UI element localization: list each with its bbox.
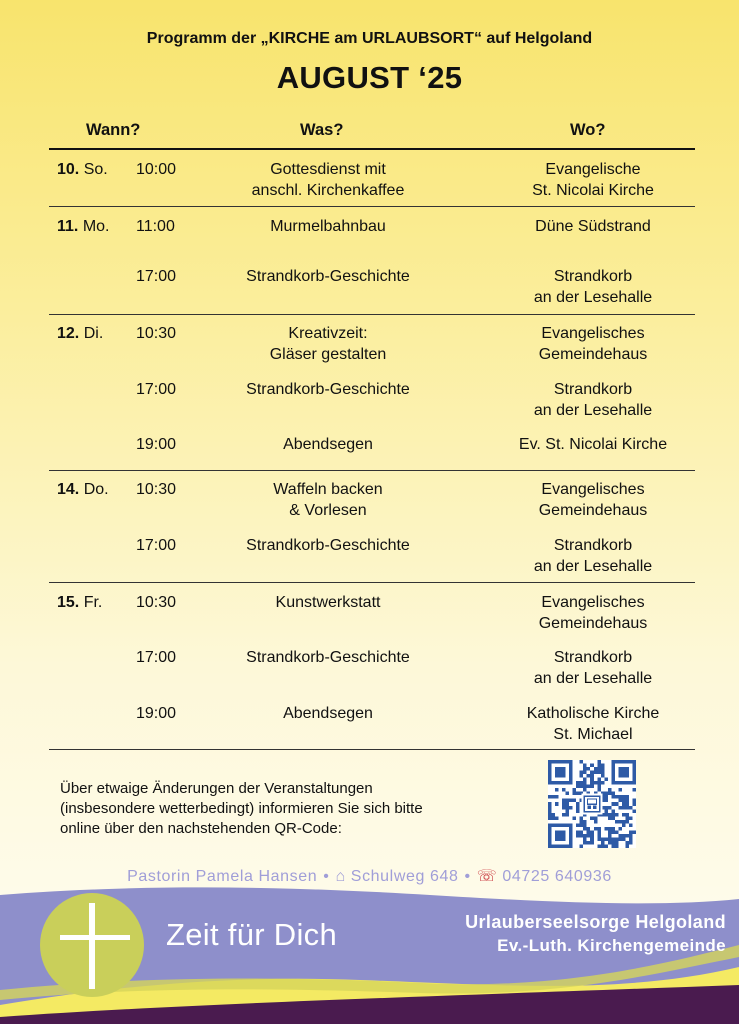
column-header-where: Wo? — [570, 121, 606, 139]
table-bottom-rule — [49, 749, 695, 750]
event-where: Strandkorb an der Lesehalle — [533, 537, 653, 575]
organization-subtitle: Ev.-Luth. Kirchengemeinde — [497, 936, 726, 955]
event-what: Murmelbahnbau — [270, 218, 386, 235]
day-divider — [49, 206, 695, 207]
event-time: 10:30 — [136, 481, 177, 498]
event-time: 17:00 — [136, 268, 177, 285]
event-time: 11:00 — [136, 218, 175, 235]
separator-dot: • — [323, 868, 330, 885]
phone-number[interactable]: 04725 640936 — [502, 868, 612, 885]
qr-code[interactable] — [548, 760, 636, 848]
pastor-name: Pastorin Pamela Hansen — [127, 868, 318, 885]
event-day: 15. Fr. — [57, 594, 103, 611]
separator-dot: • — [464, 868, 471, 885]
header-rule — [49, 148, 695, 150]
event-where: Strandkorb an der Lesehalle — [533, 649, 653, 687]
event-what: Waffeln backen & Vorlesen — [273, 481, 383, 519]
day-divider — [49, 582, 695, 583]
slogan: Zeit für Dich — [166, 917, 337, 952]
column-header-when: Wann? — [86, 121, 141, 139]
column-header-what: Was? — [300, 121, 344, 139]
event-what: Abendsegen — [283, 705, 373, 722]
house-icon: ⌂ — [335, 868, 346, 885]
day-divider — [49, 314, 695, 315]
event-what: Strandkorb-Geschichte — [246, 537, 410, 554]
event-where: Evangelisches Gemeindehaus — [538, 481, 648, 519]
event-time: 19:00 — [136, 436, 177, 453]
event-day: 10. So. — [57, 161, 108, 178]
page-title: AUGUST ‘25 — [276, 60, 463, 95]
event-time: 17:00 — [136, 381, 177, 398]
event-where: Ev. St. Nicolai Kirche — [518, 436, 668, 453]
event-what: Strandkorb-Geschichte — [246, 649, 410, 666]
event-where: Evangelisches Gemeindehaus — [538, 325, 648, 363]
event-what: Abendsegen — [283, 436, 373, 453]
event-time: 10:30 — [136, 325, 177, 342]
event-what: Gottesdienst mit anschl. Kirchenkaffee — [251, 161, 405, 199]
event-time: 10:30 — [136, 594, 177, 611]
event-day: 11. Mo. — [57, 218, 110, 235]
event-time: 17:00 — [136, 649, 177, 666]
organization-name: Urlauberseelsorge Helgoland — [465, 912, 726, 932]
program-subtitle: Programm der „KIRCHE am URLAUBSORT“ auf Helgoland — [146, 30, 593, 47]
event-time: 19:00 — [136, 705, 177, 722]
event-day: 14. Do. — [57, 481, 109, 498]
address: Schulweg 648 — [350, 868, 459, 885]
event-day: 12. Di. — [57, 325, 104, 342]
event-where: Strandkorb an der Lesehalle — [533, 381, 653, 419]
contact-line — [0, 866, 739, 886]
event-where: Evangelische St. Nicolai Kirche — [532, 161, 654, 199]
event-where: Evangelisches Gemeindehaus — [538, 594, 648, 632]
event-where: Düne Südstrand — [535, 218, 651, 235]
event-what: Strandkorb-Geschichte — [246, 381, 410, 398]
event-time: 17:00 — [136, 537, 177, 554]
event-time: 10:00 — [136, 161, 177, 178]
day-divider — [49, 470, 695, 471]
event-where: Strandkorb an der Lesehalle — [533, 268, 653, 306]
event-what: Kreativzeit: Gläser gestalten — [269, 325, 387, 363]
update-note: Über etwaige Änderungen der Veranstaltungen (insbesondere wetterbedingt) informieren Sie sich bitte online über den nachstehenden QR-Code: — [60, 780, 423, 837]
event-what: Strandkorb-Geschichte — [246, 268, 410, 285]
event-what: Kunstwerkstatt — [275, 594, 381, 611]
event-where: Katholische Kirche St. Michael — [526, 705, 660, 743]
telephone-icon: ☏ — [476, 868, 498, 885]
